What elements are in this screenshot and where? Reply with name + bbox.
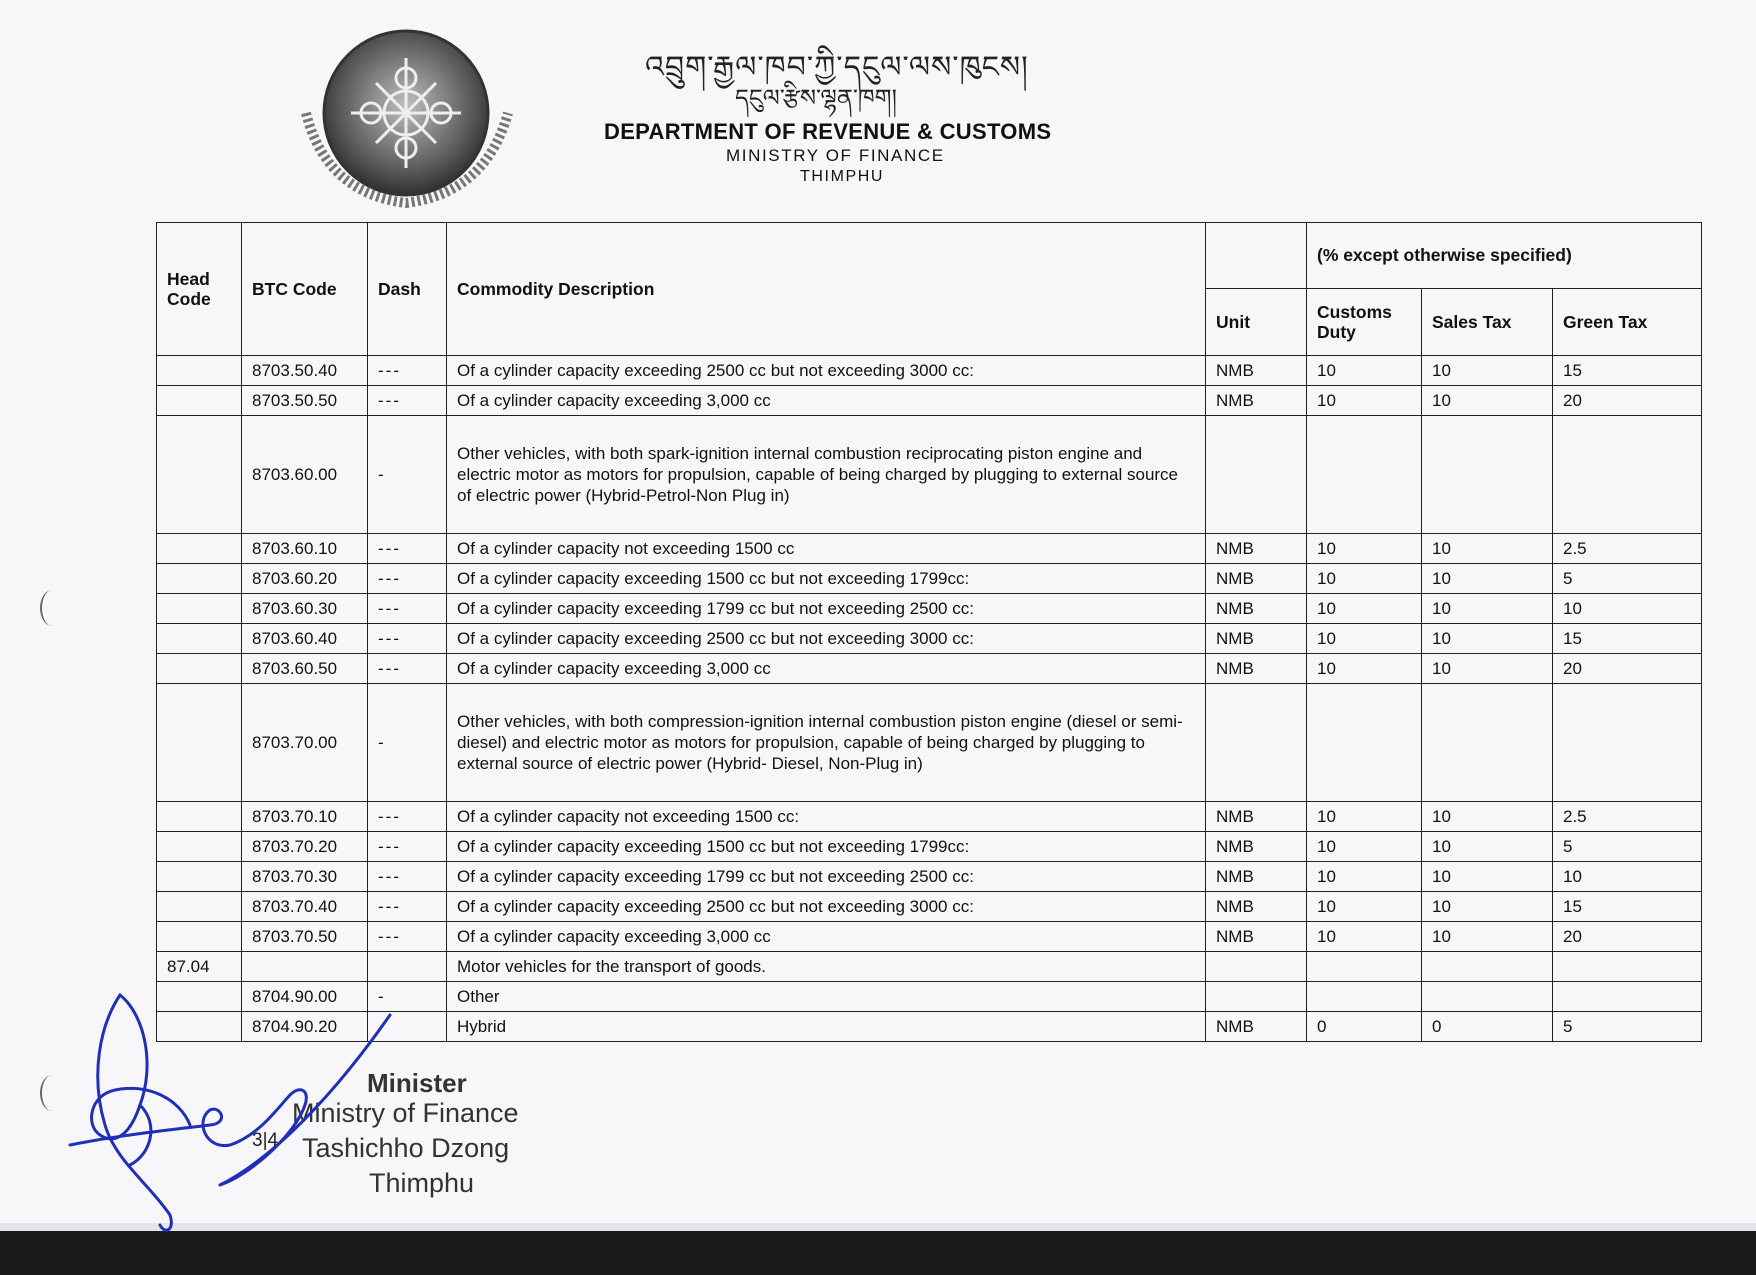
row-description: Of a cylinder capacity not exceeding 1500 cc xyxy=(447,534,1206,564)
row-unit: NMB xyxy=(1206,654,1307,684)
stamp-ministry: Ministry of Finance xyxy=(292,1098,519,1128)
row-description: Of a cylinder capacity exceeding 3,000 cc xyxy=(447,922,1206,952)
row-head-code xyxy=(157,594,242,624)
row-green-tax: 5 xyxy=(1553,1012,1702,1042)
table-row xyxy=(157,832,1702,862)
row-sales-tax: 10 xyxy=(1422,594,1553,624)
tibetan-heading: འབྲུག་རྒྱལ་ཁབ་ཀྱི་དངུལ་ལས་ཁུངས། xyxy=(645,50,1029,85)
row-head-code xyxy=(157,802,242,832)
row-head-code xyxy=(157,534,242,564)
row-sales-tax: 10 xyxy=(1422,802,1553,832)
table-row xyxy=(157,534,1702,564)
stamp-title: Minister xyxy=(367,1068,467,1098)
row-dash: --- xyxy=(368,356,447,386)
row-sales-tax: 10 xyxy=(1422,654,1553,684)
row-head-code xyxy=(157,416,242,534)
row-btc-code: 8703.60.30 xyxy=(242,594,368,624)
row-green-tax xyxy=(1553,684,1702,802)
tibetan-subheading: དངུལ་རྩིས་ལྷན་ཁག། xyxy=(735,84,897,112)
page-number: 3|4 xyxy=(252,1130,279,1151)
row-green-tax: 10 xyxy=(1553,862,1702,892)
row-btc-code: 8703.60.00 xyxy=(242,416,368,534)
row-customs-duty: 10 xyxy=(1307,534,1422,564)
row-green-tax: 15 xyxy=(1553,624,1702,654)
row-customs-duty: 10 xyxy=(1307,624,1422,654)
row-customs-duty: 10 xyxy=(1307,922,1422,952)
row-customs-duty: 10 xyxy=(1307,386,1422,416)
row-customs-duty: 10 xyxy=(1307,832,1422,862)
row-unit: NMB xyxy=(1206,802,1307,832)
row-sales-tax xyxy=(1422,952,1553,982)
row-btc-code: 8704.90.20 xyxy=(242,1012,368,1042)
row-customs-duty: 10 xyxy=(1307,802,1422,832)
row-head-code xyxy=(157,892,242,922)
row-btc-code: 8703.70.40 xyxy=(242,892,368,922)
row-sales-tax: 10 xyxy=(1422,386,1553,416)
row-unit: NMB xyxy=(1206,832,1307,862)
row-dash: --- xyxy=(368,564,447,594)
row-customs-duty xyxy=(1307,952,1422,982)
table-row xyxy=(157,892,1702,922)
row-green-tax: 20 xyxy=(1553,386,1702,416)
row-btc-code: 8703.60.40 xyxy=(242,624,368,654)
row-unit: NMB xyxy=(1206,356,1307,386)
row-sales-tax: 0 xyxy=(1422,1012,1553,1042)
punch-hole-mark xyxy=(40,590,64,626)
table-row xyxy=(157,654,1702,684)
row-head-code xyxy=(157,386,242,416)
row-customs-duty xyxy=(1307,982,1422,1012)
header-green-tax: Green Tax xyxy=(1553,289,1702,356)
table-row xyxy=(157,386,1702,416)
row-green-tax xyxy=(1553,982,1702,1012)
row-description: Of a cylinder capacity exceeding 1500 cc but not exceeding 1799cc: xyxy=(447,832,1206,862)
row-unit: NMB xyxy=(1206,594,1307,624)
row-dash: --- xyxy=(368,654,447,684)
table-row xyxy=(157,564,1702,594)
row-customs-duty xyxy=(1307,416,1422,534)
header-dash: Dash xyxy=(368,223,447,356)
row-green-tax: 10 xyxy=(1553,594,1702,624)
row-dash: - xyxy=(368,684,447,802)
table-row xyxy=(157,922,1702,952)
row-sales-tax xyxy=(1422,684,1553,802)
header-customs-duty: Customs Duty xyxy=(1307,289,1422,356)
row-btc-code: 8703.60.10 xyxy=(242,534,368,564)
row-description: Of a cylinder capacity exceeding 2500 cc but not exceeding 3000 cc: xyxy=(447,892,1206,922)
row-description: Of a cylinder capacity exceeding 3,000 cc xyxy=(447,386,1206,416)
row-dash: --- xyxy=(368,624,447,654)
row-head-code xyxy=(157,684,242,802)
table-row xyxy=(157,862,1702,892)
row-btc-code: 8703.70.20 xyxy=(242,832,368,862)
table-row xyxy=(157,802,1702,832)
row-dash: --- xyxy=(368,922,447,952)
row-description: Of a cylinder capacity exceeding 1500 cc but not exceeding 1799cc: xyxy=(447,564,1206,594)
row-green-tax: 2.5 xyxy=(1553,534,1702,564)
row-dash: - xyxy=(368,416,447,534)
row-btc-code: 8703.70.10 xyxy=(242,802,368,832)
row-sales-tax: 10 xyxy=(1422,564,1553,594)
row-green-tax: 20 xyxy=(1553,922,1702,952)
table-row xyxy=(157,594,1702,624)
row-customs-duty: 10 xyxy=(1307,654,1422,684)
row-sales-tax: 10 xyxy=(1422,356,1553,386)
row-sales-tax: 10 xyxy=(1422,892,1553,922)
header-unit: Unit xyxy=(1206,289,1307,356)
row-dash: --- xyxy=(368,862,447,892)
row-btc-code: 8703.60.20 xyxy=(242,564,368,594)
row-sales-tax: 10 xyxy=(1422,922,1553,952)
row-description: Other xyxy=(447,982,1206,1012)
row-btc-code: 8703.70.30 xyxy=(242,862,368,892)
row-unit: NMB xyxy=(1206,892,1307,922)
row-dash xyxy=(368,952,447,982)
row-unit: NMB xyxy=(1206,386,1307,416)
row-green-tax xyxy=(1553,952,1702,982)
row-sales-tax: 10 xyxy=(1422,832,1553,862)
header-commodity-description: Commodity Description xyxy=(447,223,1206,356)
handwritten-signature-icon xyxy=(60,985,400,1245)
row-customs-duty: 10 xyxy=(1307,356,1422,386)
ministry-title: MINISTRY OF FINANCE xyxy=(726,146,945,165)
row-btc-code: 8703.50.50 xyxy=(242,386,368,416)
row-green-tax: 2.5 xyxy=(1553,802,1702,832)
row-btc-code xyxy=(242,952,368,982)
table-row xyxy=(157,356,1702,386)
row-green-tax: 5 xyxy=(1553,564,1702,594)
row-customs-duty: 10 xyxy=(1307,862,1422,892)
tariff-table xyxy=(156,222,1702,1042)
row-head-code xyxy=(157,564,242,594)
row-description: Other vehicles, with both compression-ignition internal combustion piston engine (diesel or semi-diesel) and electric motor as motors for propulsion, capable of being charged by plugging to external source of electric power (Hybrid- Diesel, Non-Plug in) xyxy=(447,684,1206,802)
table-row xyxy=(157,624,1702,654)
row-description: Of a cylinder capacity exceeding 3,000 cc xyxy=(447,654,1206,684)
row-description: Of a cylinder capacity exceeding 2500 cc but not exceeding 3000 cc: xyxy=(447,356,1206,386)
header-rates-note: (% except otherwise specified) xyxy=(1307,223,1702,289)
stamp-city: Thimphu xyxy=(369,1168,475,1198)
row-customs-duty: 10 xyxy=(1307,564,1422,594)
row-description: Of a cylinder capacity exceeding 1799 cc but not exceeding 2500 cc: xyxy=(447,594,1206,624)
row-dash: --- xyxy=(368,832,447,862)
row-description: Of a cylinder capacity exceeding 1799 cc but not exceeding 2500 cc: xyxy=(447,862,1206,892)
row-btc-code: 8703.70.50 xyxy=(242,922,368,952)
header-head-code: Head Code xyxy=(157,223,242,356)
row-dash: - xyxy=(368,982,447,1012)
tariff-table-body xyxy=(157,356,1702,1042)
table-row xyxy=(157,684,1702,802)
row-unit xyxy=(1206,684,1307,802)
row-dash: --- xyxy=(368,386,447,416)
row-dash: --- xyxy=(368,892,447,922)
row-dash: --- xyxy=(368,802,447,832)
row-btc-code: 8703.60.50 xyxy=(242,654,368,684)
row-description: Motor vehicles for the transport of goods. xyxy=(447,952,1206,982)
row-dash: --- xyxy=(368,594,447,624)
row-unit: NMB xyxy=(1206,862,1307,892)
row-head-code: 87.04 xyxy=(157,952,242,982)
header-btc-code: BTC Code xyxy=(242,223,368,356)
row-unit: NMB xyxy=(1206,624,1307,654)
row-sales-tax xyxy=(1422,416,1553,534)
row-description: Hybrid xyxy=(447,1012,1206,1042)
row-btc-code: 8703.50.40 xyxy=(242,356,368,386)
row-green-tax: 20 xyxy=(1553,654,1702,684)
stamp-dzong: Tashichho Dzong xyxy=(302,1133,510,1163)
city-title: THIMPHU xyxy=(800,168,885,185)
row-description: Of a cylinder capacity not exceeding 1500 cc: xyxy=(447,802,1206,832)
row-unit: NMB xyxy=(1206,1012,1307,1042)
row-customs-duty xyxy=(1307,684,1422,802)
row-head-code xyxy=(157,832,242,862)
row-btc-code: 8704.90.00 xyxy=(242,982,368,1012)
row-green-tax xyxy=(1553,416,1702,534)
row-sales-tax: 10 xyxy=(1422,624,1553,654)
header-unit-spacer xyxy=(1206,223,1307,289)
row-head-code xyxy=(157,862,242,892)
row-btc-code: 8703.70.00 xyxy=(242,684,368,802)
row-unit xyxy=(1206,416,1307,534)
row-head-code xyxy=(157,624,242,654)
row-head-code xyxy=(157,922,242,952)
row-head-code xyxy=(157,356,242,386)
row-description: Other vehicles, with both spark-ignition internal combustion reciprocating piston engine and electric motor as motors for propulsion, capable of being charged by plugging to external source of electric power (Hybrid-Petrol-Non Plug in) xyxy=(447,416,1206,534)
royal-emblem-seal-icon xyxy=(296,28,532,218)
row-green-tax: 5 xyxy=(1553,832,1702,862)
row-head-code xyxy=(157,654,242,684)
row-green-tax: 15 xyxy=(1553,356,1702,386)
row-description: Of a cylinder capacity exceeding 2500 cc but not exceeding 3000 cc: xyxy=(447,624,1206,654)
row-sales-tax xyxy=(1422,982,1553,1012)
row-unit: NMB xyxy=(1206,564,1307,594)
row-unit: NMB xyxy=(1206,534,1307,564)
row-dash: --- xyxy=(368,534,447,564)
header-sales-tax: Sales Tax xyxy=(1422,289,1553,356)
row-customs-duty: 10 xyxy=(1307,892,1422,922)
row-customs-duty: 0 xyxy=(1307,1012,1422,1042)
row-green-tax: 15 xyxy=(1553,892,1702,922)
row-sales-tax: 10 xyxy=(1422,862,1553,892)
row-customs-duty: 10 xyxy=(1307,594,1422,624)
row-unit xyxy=(1206,952,1307,982)
table-row xyxy=(157,952,1702,982)
row-unit: NMB xyxy=(1206,922,1307,952)
row-unit xyxy=(1206,982,1307,1012)
department-title: DEPARTMENT OF REVENUE & CUSTOMS xyxy=(604,119,1052,144)
table-row xyxy=(157,416,1702,534)
row-sales-tax: 10 xyxy=(1422,534,1553,564)
